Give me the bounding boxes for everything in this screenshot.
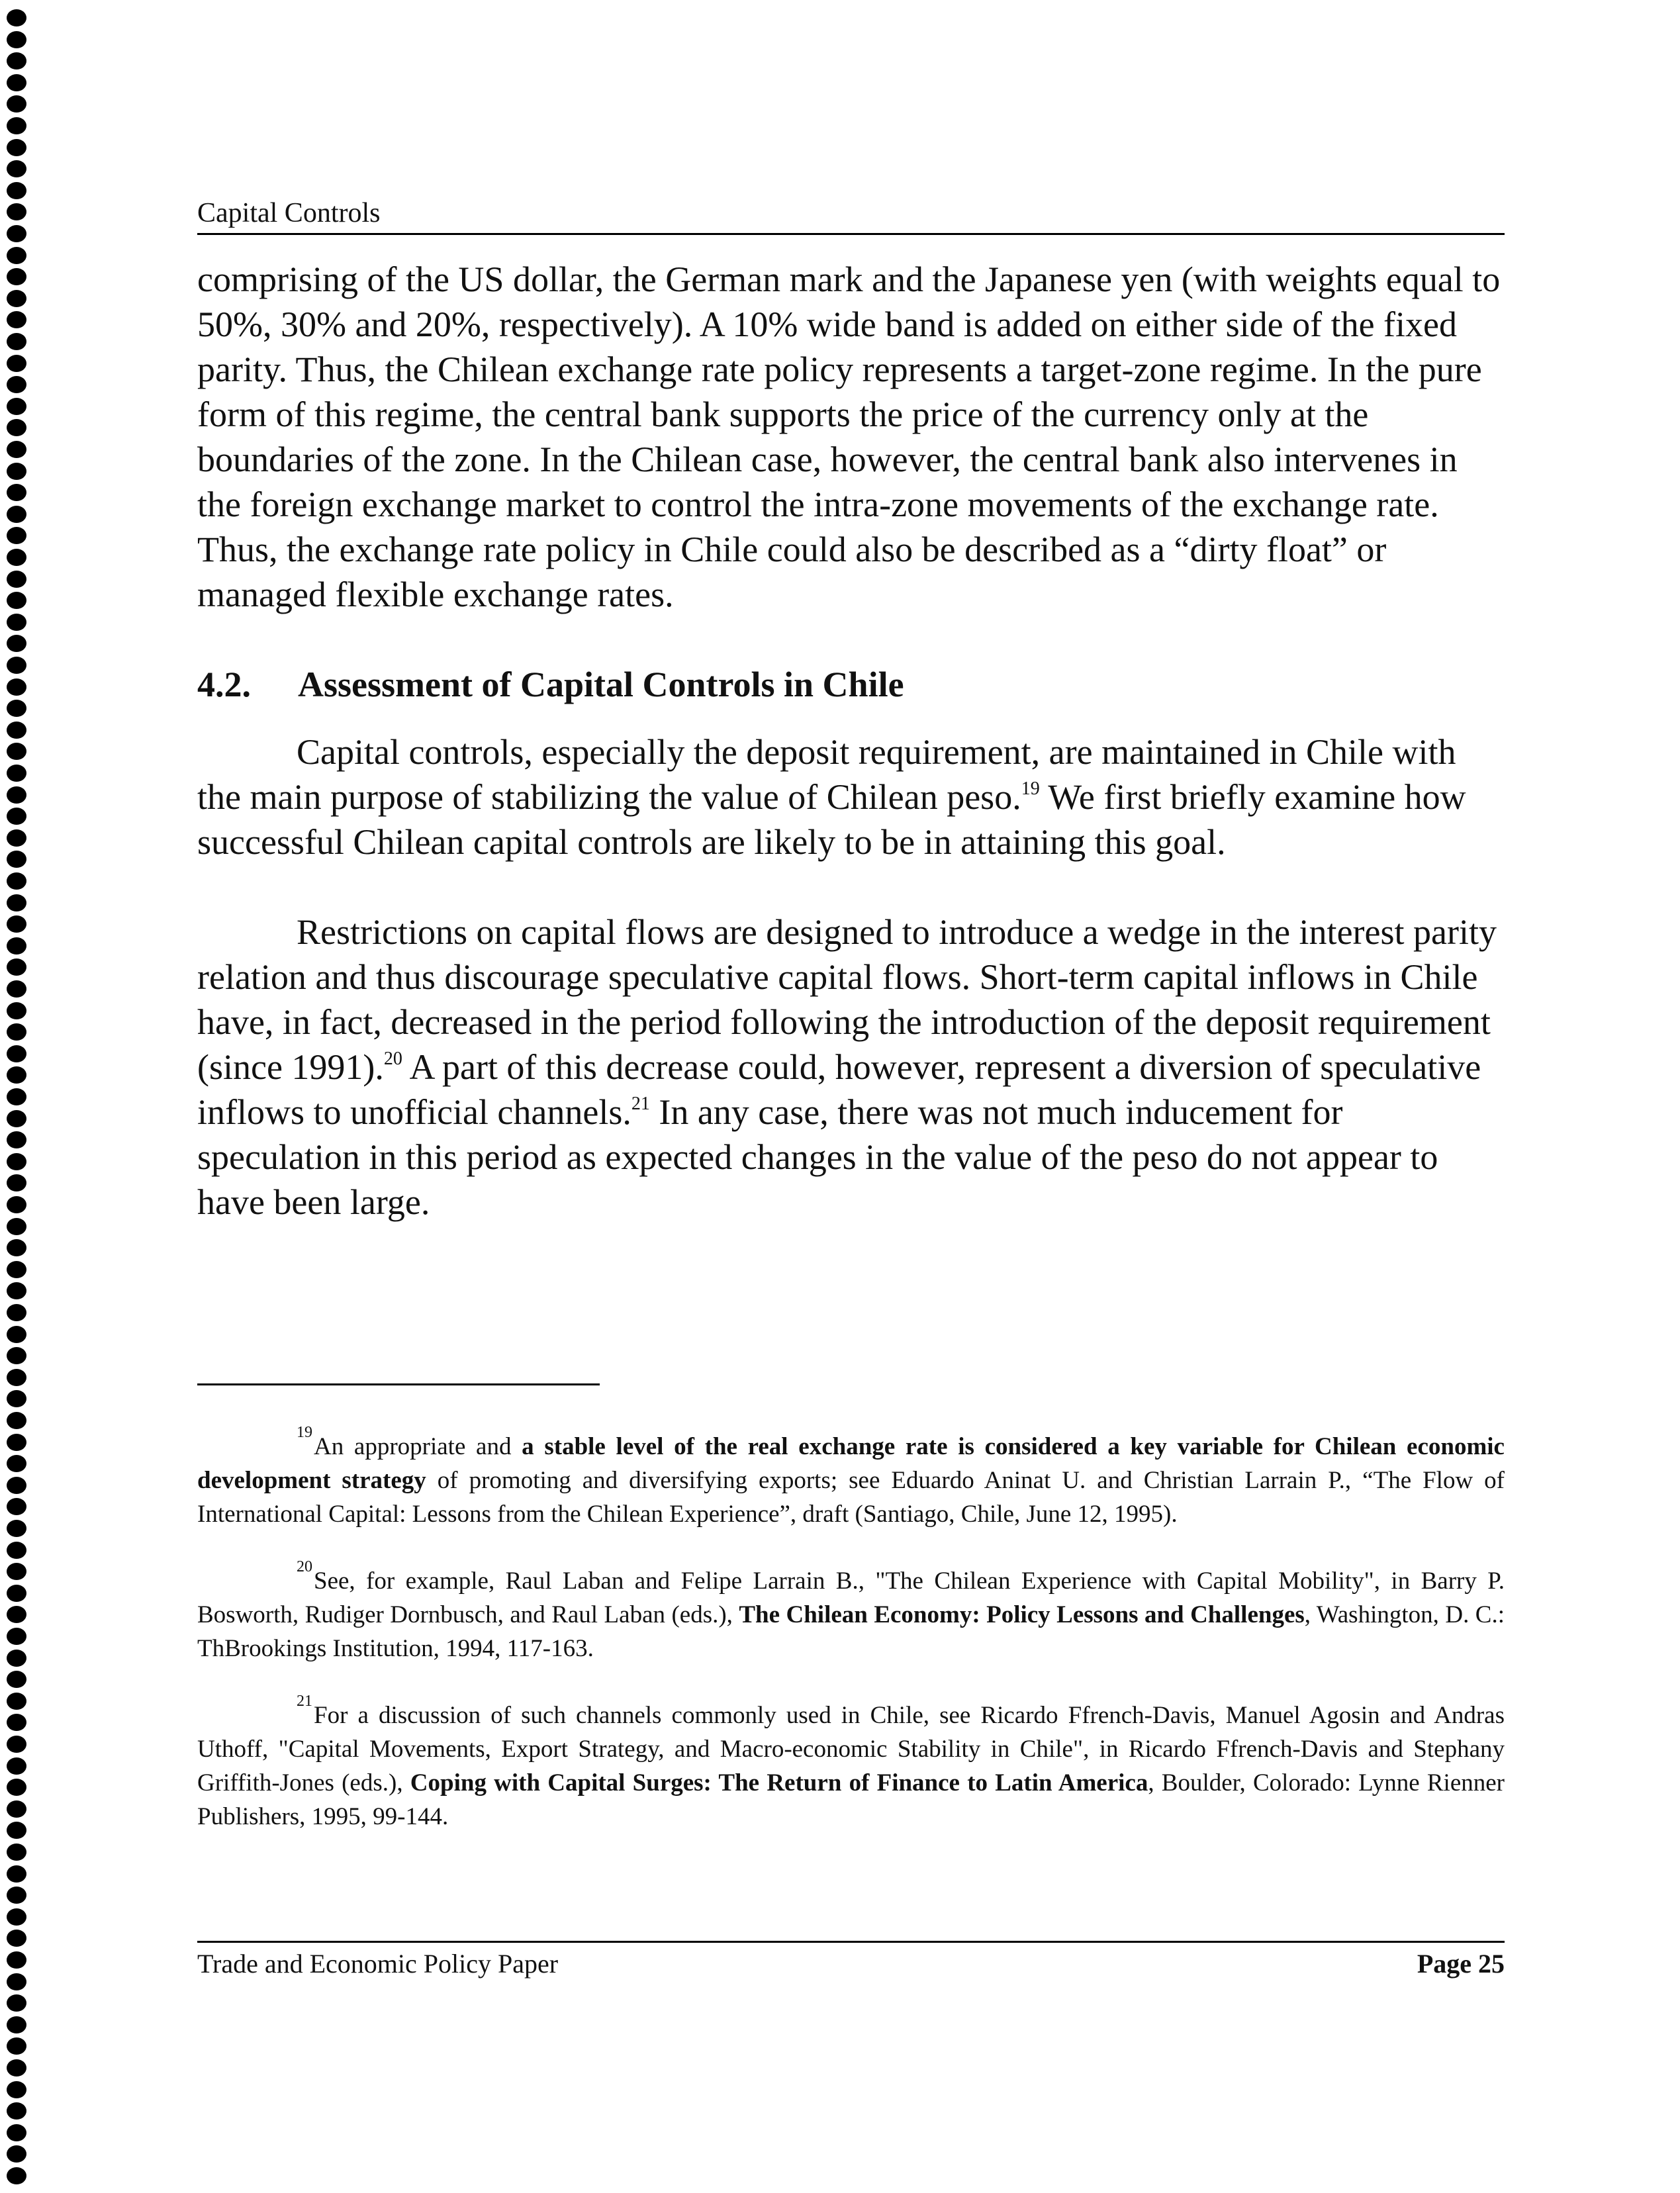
footnote-separator xyxy=(197,1383,600,1385)
punch-hole xyxy=(7,851,26,868)
footnote-number: 21 xyxy=(297,1693,312,1710)
punch-hole xyxy=(7,2102,26,2120)
punch-hole xyxy=(7,1434,26,1451)
punch-hole xyxy=(7,894,26,911)
footnote-number: 19 xyxy=(297,1424,312,1441)
section-heading xyxy=(197,662,1505,707)
punch-hole xyxy=(7,527,26,544)
punch-hole xyxy=(7,2124,26,2141)
footnotes xyxy=(197,1424,1505,1867)
footnote-text: of promoting and diversifying exports; see Eduardo Aninat U. and Christian Larrain P., “The Flow of International Capital: Lessons from the Chilean Experience”, draft (Santiago, Chile, June 12, 1995). xyxy=(197,1467,1505,1528)
punch-hole xyxy=(7,31,26,48)
punch-hole xyxy=(7,1908,26,1926)
punch-hole xyxy=(7,484,26,501)
punch-hole xyxy=(7,1088,26,1105)
footnote-bold-text: a stable level of the real exchange rate is considered a key variable for Chilean economic development strategy xyxy=(197,1433,1505,1494)
punch-hole xyxy=(7,571,26,588)
punch-hole xyxy=(7,1865,26,1883)
punch-hole xyxy=(7,915,26,933)
paragraph-restrictions-text-c: In any case, there was not much inducement for speculation in this period as expected changes in the value of the peso do not appear to have been large. xyxy=(197,1092,1438,1222)
punch-hole xyxy=(7,95,26,113)
punch-holes xyxy=(0,0,40,2193)
punch-hole xyxy=(7,2081,26,2098)
punch-hole xyxy=(7,1153,26,1170)
footnote-ref-19[interactable]: 19 xyxy=(1021,778,1040,799)
punch-hole xyxy=(7,614,26,631)
punch-hole xyxy=(7,1930,26,1947)
punch-hole xyxy=(7,506,26,523)
footnote-ref-20[interactable]: 20 xyxy=(383,1049,402,1069)
page-number: Page 25 xyxy=(1417,1949,1505,1979)
punch-hole xyxy=(7,1800,26,1818)
punch-hole xyxy=(7,958,26,976)
punch-hole xyxy=(7,1196,26,1213)
punch-hole xyxy=(7,1542,26,1559)
punch-hole xyxy=(7,1585,26,1602)
footnote-ref-21[interactable]: 21 xyxy=(631,1094,650,1114)
header-title: Capital Controls xyxy=(197,198,381,228)
punch-hole xyxy=(7,700,26,717)
punch-hole xyxy=(7,1326,26,1343)
paragraph-purpose-text-b: We first briefly examine how successful Chilean capital controls are likely to be in attaining this goal. xyxy=(197,777,1466,862)
paragraph-restrictions-text-a: Restrictions on capital flows are designed to introduce a wedge in the interest parity relation and thus discourage speculative capital flows. Short-term capital inflows in Chile have, in fact, decreased in the period following the introduction of the deposit requirement (since 1991). xyxy=(197,912,1497,1087)
punch-hole xyxy=(7,657,26,674)
paragraph-continuation: comprising of the US dollar, the German mark and the Japanese yen (with weights equal to 50%, 30% and 20%, respectively). A 10% wide band is added on either side of the fixed parity. Thus, the Chilean exchange rate policy represents a target-zone regime. In the pure form of this regime, the central bank supports the price of the currency only at the boundaries of the zone. In the Chilean case, however, the central bank also intervenes in the foreign exchange market to control the intra-zone movements of the exchange rate. Thus, the exchange rate policy in Chile could also be described as a “dirty float” or managed flexible exchange rates. xyxy=(197,259,1501,614)
punch-hole xyxy=(7,268,26,285)
punch-hole xyxy=(7,808,26,825)
punch-hole xyxy=(7,1045,26,1062)
punch-hole xyxy=(7,1779,26,1796)
punch-hole xyxy=(7,1973,26,1990)
punch-hole xyxy=(7,1455,26,1472)
punch-hole xyxy=(7,1261,26,1278)
punch-hole xyxy=(7,290,26,307)
punch-hole xyxy=(7,2167,26,2184)
punch-hole xyxy=(7,74,26,91)
footnote-21 xyxy=(197,1693,1505,1834)
punch-hole xyxy=(7,635,26,652)
punch-hole xyxy=(7,937,26,955)
punch-hole xyxy=(7,1822,26,1839)
section-title: Assessment of Capital Controls in Chile xyxy=(298,665,904,704)
punch-hole xyxy=(7,743,26,760)
paragraph-purpose xyxy=(197,729,1505,864)
footnote-text: An appropriate and xyxy=(314,1433,522,1460)
paragraph-restrictions-text-b: A part of this decrease could, however, represent a diversion of speculative inflows to unofficial channels. xyxy=(197,1047,1481,1132)
punch-hole xyxy=(7,1994,26,2012)
punch-hole xyxy=(7,1951,26,1969)
footnote-text: , Washington, D. C.: ThBrookings Institution, 1994, 117-163. xyxy=(197,1601,1505,1662)
punch-hole xyxy=(7,1066,26,1084)
footnote-bold-text: Coping with Capital Surges: The Return of Finance to Latin America xyxy=(410,1769,1148,1796)
punch-hole xyxy=(7,1002,26,1019)
section-number: 4.2. xyxy=(197,665,251,704)
punch-hole xyxy=(7,1174,26,1191)
punch-hole xyxy=(7,9,26,26)
punch-hole xyxy=(7,1671,26,1688)
punch-hole xyxy=(7,2059,26,2076)
punch-hole xyxy=(7,419,26,436)
punch-hole xyxy=(7,139,26,156)
punch-hole xyxy=(7,1218,26,1235)
punch-hole xyxy=(7,203,26,220)
punch-hole xyxy=(7,247,26,264)
punch-hole xyxy=(7,160,26,177)
punch-hole xyxy=(7,1412,26,1429)
punch-hole xyxy=(7,311,26,328)
page-footer xyxy=(197,1941,1505,1979)
punch-hole xyxy=(7,786,26,804)
footer-publication: Trade and Economic Policy Paper xyxy=(197,1949,559,1979)
paragraph-restrictions xyxy=(197,910,1505,1225)
punch-hole xyxy=(7,1023,26,1041)
footnote-number: 20 xyxy=(297,1558,312,1575)
punch-hole xyxy=(7,1563,26,1580)
footnote-text: See, for example, Raul Laban and Felipe Larrain B., "The Chilean Experience with Capital Mobility", in Barry P. Bosworth, Rudiger Dornbusch, and Raul Laban (eds.), xyxy=(197,1567,1505,1628)
punch-hole xyxy=(7,980,26,998)
punch-hole xyxy=(7,1347,26,1364)
running-header xyxy=(197,197,1505,235)
punch-hole xyxy=(7,1239,26,1256)
punch-hole xyxy=(7,678,26,696)
footnote-19 xyxy=(197,1424,1505,1531)
footnote-text: For a discussion of such channels commonly used in Chile, see Ricardo Ffrench-Davis, Manuel Agosin and Andras Uthoff, "Capital Movements, Export Strategy, and Macro-economic Stability in Chile", in Ricardo Ffrench-Davis and Stephany Griffith-Jones (eds.), xyxy=(197,1702,1505,1796)
punch-hole xyxy=(7,1477,26,1494)
punch-hole xyxy=(7,1714,26,1731)
punch-hole xyxy=(7,117,26,134)
punch-hole xyxy=(7,1606,26,1623)
paragraph-purpose-text-a: Capital controls, especially the deposit requirement, are maintained in Chile with the main purpose of stabilizing the value of Chilean peso. xyxy=(197,732,1456,817)
punch-hole xyxy=(7,1390,26,1407)
punch-hole xyxy=(7,592,26,609)
punch-hole xyxy=(7,1131,26,1148)
punch-hole xyxy=(7,2016,26,2033)
punch-hole xyxy=(7,829,26,847)
punch-hole xyxy=(7,1282,26,1299)
punch-hole xyxy=(7,333,26,350)
punch-hole xyxy=(7,1736,26,1753)
punch-hole xyxy=(7,225,26,242)
punch-hole xyxy=(7,872,26,890)
punch-hole xyxy=(7,1693,26,1710)
punch-hole xyxy=(7,182,26,199)
punch-hole xyxy=(7,1650,26,1667)
punch-hole xyxy=(7,398,26,415)
punch-hole xyxy=(7,1887,26,1904)
punch-hole xyxy=(7,549,26,566)
punch-hole xyxy=(7,722,26,739)
punch-hole xyxy=(7,1369,26,1386)
punch-hole xyxy=(7,765,26,782)
punch-hole xyxy=(7,355,26,372)
punch-hole xyxy=(7,1628,26,1645)
punch-hole xyxy=(7,1498,26,1515)
punch-hole xyxy=(7,2037,26,2055)
punch-hole xyxy=(7,52,26,70)
punch-hole xyxy=(7,1520,26,1537)
punch-hole xyxy=(7,441,26,458)
punch-hole xyxy=(7,376,26,393)
punch-hole xyxy=(7,1757,26,1775)
punch-hole xyxy=(7,1304,26,1321)
punch-hole xyxy=(7,2145,26,2163)
footnote-text: , Boulder, Colorado: Lynne Rienner Publishers, 1995, 99-144. xyxy=(197,1769,1505,1830)
punch-hole xyxy=(7,1843,26,1861)
punch-hole xyxy=(7,463,26,480)
footnote-20 xyxy=(197,1558,1505,1665)
punch-hole xyxy=(7,1110,26,1127)
footnote-bold-text: The Chilean Economy: Policy Lessons and Challenges xyxy=(739,1601,1305,1628)
main-text xyxy=(197,257,1505,1225)
